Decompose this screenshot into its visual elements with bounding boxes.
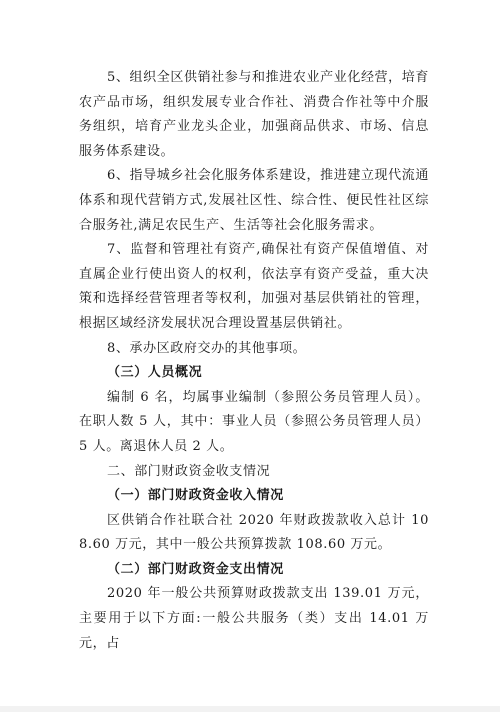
page-bottom-edge [0, 706, 500, 712]
paragraph-expenditure-details: 2020 年一般公共预算财政拨款支出 139.01 万元，主要用于以下方面:一般公共服务（类）支出 14.01 万元，占 [79, 586, 429, 651]
paragraph-staff-details: 编制 6 名，均属事业编制（参照公务员管理人员）。在职人数 5 人，其中：事业人员（参照公务员管理人员）5 人。离退休人员 2 人。 [79, 389, 429, 454]
paragraph-item-6: 6、指导城乡社会化服务体系建设，推进建立现代流通体系和现代营销方式,发展社区性、综合性、便民性社区综合服务社,满足农民生产、生活等社会化服务需求。 [79, 168, 429, 233]
paragraph-item-5: 5、组织全区供销社参与和推进农业产业化经营，培育农产品市场，组织发展专业合作社、消费合作社等中介服务组织，培育产业龙头企业，加强商品供求、市场、信息服务体系建设。 [79, 70, 429, 159]
subsection-heading-income: （一）部门财政资金收入情况 [107, 488, 284, 504]
subsection-heading-expenditure: （二）部门财政资金支出情况 [107, 561, 284, 577]
section-heading-staff-overview: （三）人员概况 [107, 365, 203, 381]
document-body [79, 66, 429, 656]
paragraph-income-details: 区供销合作社联合社 2020 年财政拨款收入总计 108.60 万元，其中一般公共预算拨款 108.60 万元。 [79, 512, 429, 553]
paragraph-item-8: 8、承办区政府交办的其他事项。 [107, 340, 307, 356]
section-heading-finance: 二、部门财政资金收支情况 [107, 463, 271, 479]
paragraph-item-7: 7、监督和管理社有资产,确保社有资产保值增值、对直属企业行使出资人的权利，依法享有资产受益，重大决策和选择经营管理者等权利，加强对基层供销社的管理，根据区域经济发展状况合理设置基层供销社。 [79, 242, 429, 331]
